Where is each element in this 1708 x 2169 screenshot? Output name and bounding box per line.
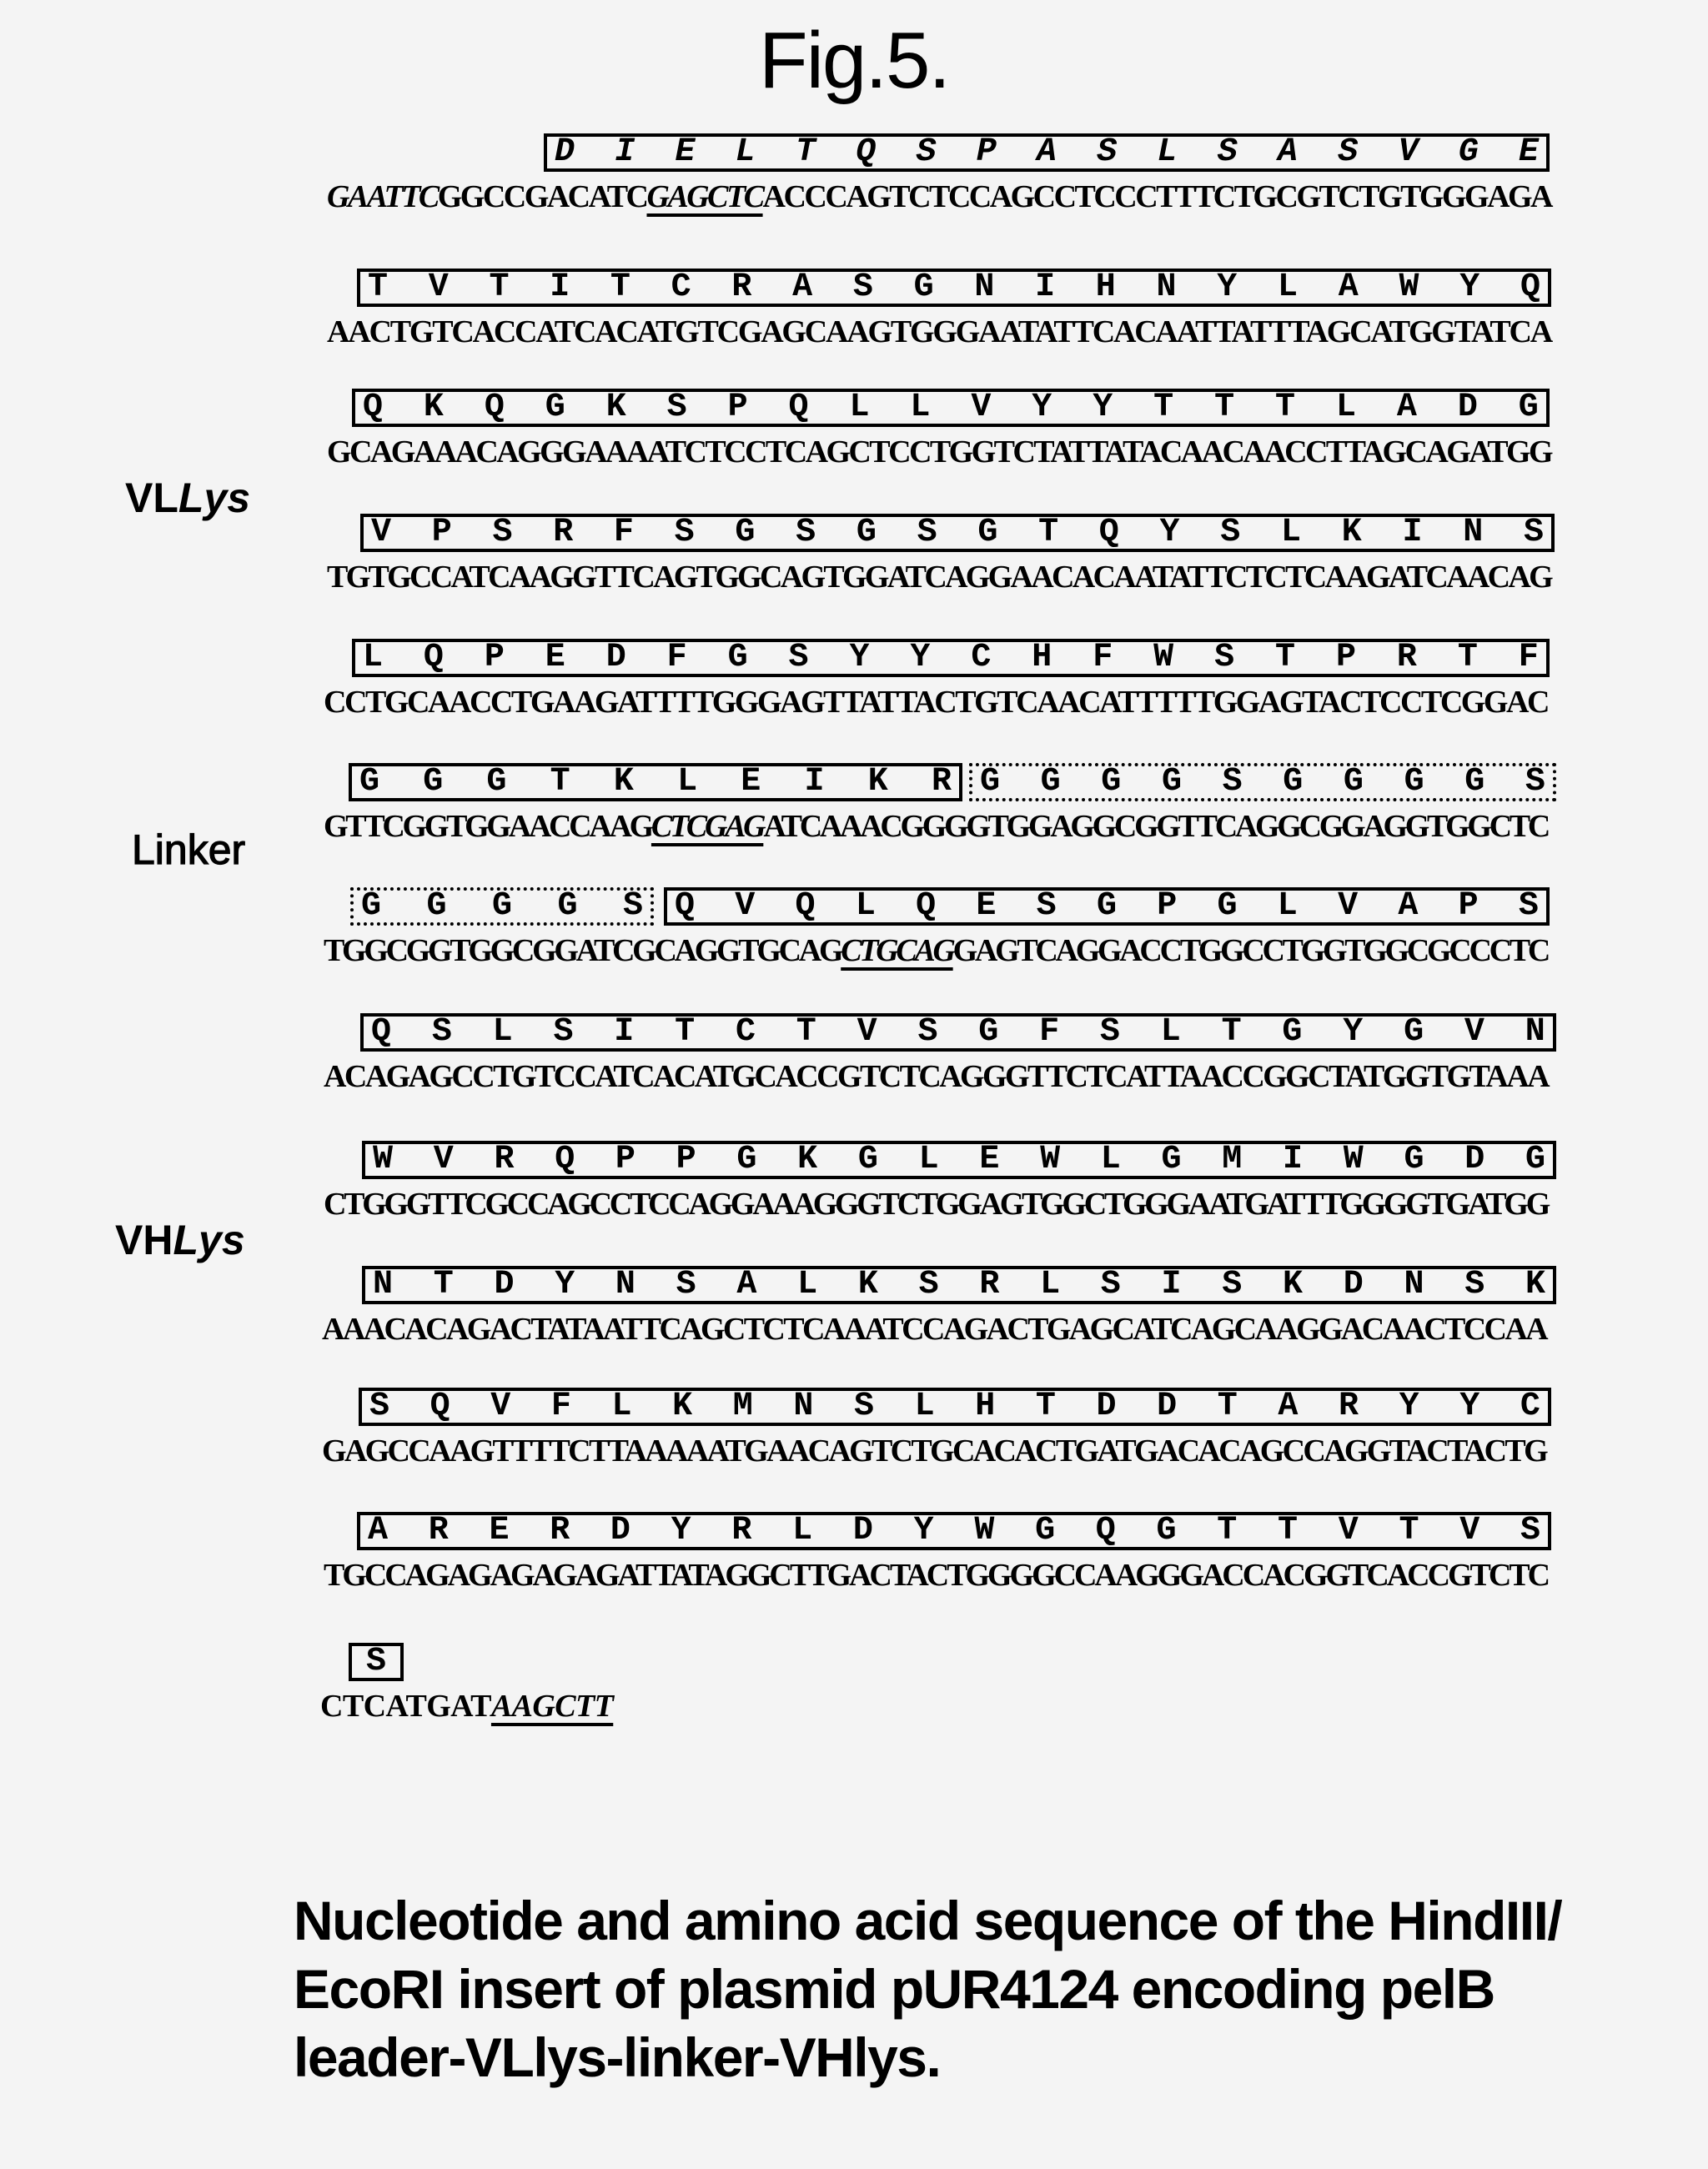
amino-acid-residue: F: [1093, 639, 1113, 676]
amino-acid-residue: V: [1459, 1512, 1480, 1549]
amino-acid-residue: D: [1096, 1388, 1117, 1425]
amino-acid-residue: S: [853, 1388, 874, 1425]
amino-acid-residue: A: [1396, 389, 1417, 426]
amino-acid-residue: P: [727, 389, 748, 426]
amino-acid-residue: G: [1156, 1512, 1177, 1549]
nucleotide-sequence: [324, 1058, 1548, 1095]
amino-acid-residue: V: [433, 1141, 454, 1178]
amino-acid-residue: T: [1217, 1388, 1238, 1425]
amino-acid-residue: W: [1153, 639, 1174, 676]
amino-acid-residue: N: [615, 1266, 635, 1303]
amino-acid-residue: T: [1278, 1512, 1299, 1549]
amino-acid-residue: D: [554, 133, 575, 171]
nucleotide-segment: AAACACAGACTATAATTCAGCTCTCAAATCCAGACTGAGCATCAGCAAGGACAACTCCAA: [322, 1312, 1546, 1347]
amino-acid-residue: R: [979, 1266, 1000, 1303]
nucleotide-sequence: [324, 1557, 1548, 1594]
amino-acid-residue: S: [1520, 1512, 1540, 1549]
amino-acid-residue: Y: [1032, 389, 1052, 426]
amino-acid-residue: I: [1283, 1141, 1304, 1178]
amino-acid-residue: K: [1283, 1266, 1304, 1303]
amino-acid-residue: L: [1281, 514, 1302, 551]
amino-acid-residue: V: [1338, 887, 1359, 925]
amino-acid-residue: S: [1099, 1013, 1120, 1051]
amino-acid-residue: R: [553, 514, 574, 551]
amino-acid-residue: T: [610, 269, 630, 306]
amino-acid-residue: N: [1525, 1013, 1545, 1051]
amino-acid-residue: G: [557, 887, 578, 925]
amino-acid-residue: C: [671, 269, 691, 306]
nucleotide-sequence: [324, 808, 1548, 845]
amino-acid-residue: D: [1157, 1388, 1178, 1425]
nucleotide-sequence: [327, 434, 1551, 470]
amino-acid-residue: F: [1039, 1013, 1060, 1051]
amino-acid-residue: S: [1220, 514, 1241, 551]
amino-acid-residue: Q: [430, 1388, 450, 1425]
amino-acid-residue: G: [736, 1141, 757, 1178]
amino-acid-residue: S: [1217, 133, 1238, 171]
nucleotide-segment: CTGGGTTCGCCAGCCTCCAGGAAAGGGTCTGGAGTGGCTGGGAATGATTTGGGGTGATGG: [324, 1187, 1548, 1222]
amino-acid-residue: W: [974, 1512, 995, 1549]
amino-acid-residue: L: [792, 1512, 813, 1549]
nucleotide-sequence: [322, 1311, 1546, 1348]
amino-acid-residue: R: [550, 1512, 570, 1549]
amino-acid-residue: S: [553, 1013, 574, 1051]
amino-acid-residue: E: [675, 133, 696, 171]
amino-acid-residue: F: [550, 1388, 571, 1425]
amino-acid-residue: S: [1518, 887, 1539, 925]
amino-acid-residue: G: [491, 887, 512, 925]
amino-acid-residue: D: [494, 1266, 515, 1303]
amino-acid-residue: S: [1523, 514, 1544, 551]
amino-acid-residue: Q: [423, 639, 444, 676]
amino-acid-residue: Q: [362, 389, 383, 426]
amino-acid-residue: S: [788, 639, 809, 676]
amino-acid-residue: L: [855, 887, 876, 925]
amino-acid-residue: E: [1518, 133, 1539, 171]
amino-acid-residue: G: [1525, 1141, 1545, 1178]
nucleotide-sequence: [327, 178, 1551, 215]
nucleotide-segment: ACCCAGTCTCCAGCCTCCCTTTCTGCGTCTGTGGGAGA: [762, 179, 1551, 214]
amino-acid-residue: S: [1338, 133, 1359, 171]
amino-acid-residue: L: [1160, 1013, 1181, 1051]
amino-acid-residue: V: [1398, 133, 1419, 171]
amino-acid-residue: K: [423, 389, 444, 426]
amino-acid-residue: I: [1035, 269, 1056, 306]
amino-acid-residue: T: [675, 1013, 696, 1051]
amino-acid-residue: Y: [1459, 1388, 1480, 1425]
amino-acid-residue: T: [1457, 639, 1478, 676]
amino-acid-residue: Y: [1399, 1388, 1419, 1425]
amino-acid-residue: Q: [1095, 1512, 1116, 1549]
amino-acid-residue: K: [605, 389, 626, 426]
amino-acid-residue: P: [1458, 887, 1479, 925]
amino-acid-residue: G: [856, 514, 877, 551]
nucleotide-segment: ACAGAGCCTGTCCATCACATGCACCGTCTCAGGGTTCTCATTAACCGGCTATGGTGTAAA: [324, 1059, 1548, 1094]
amino-acid-residue: T: [1275, 639, 1296, 676]
amino-acid-residue: A: [1036, 133, 1057, 171]
amino-acid-residue: S: [622, 887, 643, 925]
amino-acid-residue: S: [1100, 1266, 1121, 1303]
amino-acid-residue: T: [1221, 1013, 1242, 1051]
amino-acid-residue: S: [1525, 763, 1545, 801]
side-label-linker: Linker: [132, 826, 246, 873]
amino-acid-residue: P: [615, 1141, 635, 1178]
amino-acid-residue: R: [731, 269, 752, 306]
amino-acid-residue: F: [1518, 639, 1539, 676]
amino-acid-residue: W: [1399, 269, 1419, 306]
nucleotide-sequence: [327, 314, 1551, 350]
amino-acid-residue: R: [1396, 639, 1417, 676]
amino-acid-residue: G: [486, 763, 507, 801]
nucleotide-segment: GTTCGGTGGAACCAAG: [324, 809, 651, 844]
amino-acid-residue: W: [1343, 1141, 1364, 1178]
amino-acid-residue: Y: [913, 1512, 934, 1549]
domain-residue-box: [360, 1013, 1556, 1052]
amino-acid-residue: Q: [484, 389, 505, 426]
amino-acid-residue: G: [1343, 763, 1364, 801]
caption-line-1: Nucleotide and amino acid sequence of the HindIII/: [294, 1890, 1562, 1951]
amino-acid-residue: A: [1398, 887, 1419, 925]
amino-acid-residue: V: [370, 514, 391, 551]
amino-acid-residue: W: [1040, 1141, 1061, 1178]
amino-acid-residue: V: [1338, 1512, 1359, 1549]
amino-acid-residue: D: [1343, 1266, 1364, 1303]
amino-acid-residue: D: [1457, 389, 1478, 426]
amino-acid-residue: N: [793, 1388, 814, 1425]
amino-acid-residue: L: [677, 763, 698, 801]
amino-acid-residue: C: [1520, 1388, 1540, 1425]
domain-residue-box: [664, 887, 1550, 926]
amino-acid-residue: L: [910, 389, 931, 426]
amino-acid-residue: L: [362, 639, 383, 676]
amino-acid-residue: G: [913, 269, 934, 306]
nucleotide-segment: GAGCCAAGTTTTCTTAAAAATGAACAGTCTGCACACTGATGACACAGCCAGGTACTACTG: [322, 1433, 1546, 1469]
amino-acid-residue: L: [1040, 1266, 1061, 1303]
amino-acid-residue: E: [741, 763, 761, 801]
amino-acid-residue: V: [1464, 1013, 1484, 1051]
amino-acid-residue: L: [1100, 1141, 1121, 1178]
domain-residue-box: [349, 1643, 404, 1681]
nucleotide-segment: CCTGCAACCTGAAGATTTTGGGAGTTATTACTGTCAACATTTTTGGAGTACTCCTCGGAC: [324, 685, 1548, 720]
amino-acid-residue: N: [372, 1266, 393, 1303]
amino-acid-residue: S: [1222, 763, 1243, 801]
nucleotide-segment: TGCCAGAGAGAGAGATTATAGGCTTGACTACTGGGGCCAAGGGACCACGGTCACCGTCTC: [324, 1558, 1548, 1593]
amino-acid-residue: L: [914, 1388, 935, 1425]
amino-acid-residue: T: [1275, 389, 1296, 426]
side-label-vl-prefix: VL: [125, 474, 178, 521]
nucleotide-segment: ATCAAACGGGGTGGAGGCGGTTCAGGCGGAGGTGGCTC: [763, 809, 1548, 844]
amino-acid-residue: A: [1277, 133, 1298, 171]
amino-acid-residue: E: [976, 887, 997, 925]
amino-acid-residue: Q: [788, 389, 809, 426]
amino-acid-residue: P: [676, 1141, 696, 1178]
amino-acid-residue: G: [1035, 1512, 1056, 1549]
amino-acid-residue: Y: [849, 639, 870, 676]
amino-acid-residue: S: [917, 514, 937, 551]
amino-acid-residue: P: [1335, 639, 1356, 676]
amino-acid-residue: G: [360, 887, 381, 925]
amino-acid-residue: A: [792, 269, 813, 306]
domain-residue-box: [544, 133, 1550, 172]
amino-acid-residue: L: [797, 1266, 818, 1303]
amino-acid-residue: T: [367, 269, 388, 306]
amino-acid-residue: Y: [1093, 389, 1113, 426]
nucleotide-segment: CTCATGAT: [320, 1689, 491, 1724]
side-label-vl-suffix: Lys: [178, 474, 251, 521]
amino-acid-residue: L: [918, 1141, 939, 1178]
amino-acid-residue: L: [1277, 887, 1298, 925]
amino-acid-residue: T: [1217, 1512, 1238, 1549]
amino-acid-residue: K: [857, 1266, 878, 1303]
caption-line-3: leader-VLlys-linker-VHlys.: [294, 2026, 941, 2088]
amino-acid-residue: R: [731, 1512, 752, 1549]
amino-acid-residue: Y: [1343, 1013, 1364, 1051]
linker-residue-box: [969, 763, 1556, 801]
amino-acid-residue: I: [1402, 514, 1423, 551]
amino-acid-residue: R: [931, 763, 952, 801]
amino-acid-residue: M: [1222, 1141, 1243, 1178]
amino-acid-residue: S: [674, 514, 695, 551]
amino-acid-residue: G: [359, 763, 379, 801]
amino-acid-residue: K: [867, 763, 888, 801]
amino-acid-residue: L: [1157, 133, 1178, 171]
restriction-site: GAGCTC: [646, 179, 763, 214]
amino-acid-residue: H: [975, 1388, 996, 1425]
amino-acid-residue: F: [666, 639, 687, 676]
amino-acid-residue: H: [1032, 639, 1052, 676]
amino-acid-residue: T: [1035, 1388, 1056, 1425]
amino-acid-residue: I: [550, 269, 570, 306]
amino-acid-residue: Q: [1520, 269, 1540, 306]
amino-acid-residue: R: [494, 1141, 515, 1178]
amino-acid-residue: I: [1161, 1266, 1182, 1303]
amino-acid-residue: S: [917, 1013, 938, 1051]
amino-acid-residue: D: [1464, 1141, 1485, 1178]
nucleotide-sequence: [324, 684, 1548, 720]
side-label-vllys: [125, 474, 250, 522]
amino-acid-residue: N: [974, 269, 995, 306]
amino-acid-residue: Q: [856, 133, 877, 171]
amino-acid-residue: Y: [1217, 269, 1238, 306]
amino-acid-residue: G: [426, 887, 447, 925]
amino-acid-residue: S: [918, 1266, 939, 1303]
nucleotide-segment: GAGTCAGGACCTGGCCTGGTGGCGCCCTC: [952, 933, 1548, 968]
amino-acid-residue: S: [916, 133, 937, 171]
amino-acid-residue: K: [1341, 514, 1362, 551]
amino-acid-residue: Q: [674, 887, 695, 925]
amino-acid-residue: G: [1458, 133, 1479, 171]
amino-acid-residue: D: [605, 639, 626, 676]
amino-acid-residue: S: [852, 269, 873, 306]
amino-acid-residue: Y: [1459, 269, 1480, 306]
amino-acid-residue: S: [365, 1643, 386, 1680]
nucleotide-sequence: [324, 932, 1548, 969]
amino-acid-residue: G: [1161, 1141, 1182, 1178]
amino-acid-residue: V: [490, 1388, 511, 1425]
domain-residue-box: [359, 1388, 1551, 1426]
amino-acid-residue: M: [732, 1388, 753, 1425]
amino-acid-residue: G: [857, 1141, 878, 1178]
amino-acid-residue: P: [484, 639, 505, 676]
nucleotide-segment: GGCCGACATC: [437, 179, 647, 214]
amino-acid-residue: F: [613, 514, 634, 551]
amino-acid-residue: G: [1518, 389, 1539, 426]
amino-acid-residue: Q: [1098, 514, 1119, 551]
amino-acid-residue: D: [852, 1512, 873, 1549]
nucleotide-segment: TGTGCCATCAAGGTTCAGTGGCAGTGGATCAGGAACACAATATTCTCTCAAGATCAACAG: [327, 560, 1551, 595]
amino-acid-residue: T: [1153, 389, 1174, 426]
amino-acid-residue: T: [795, 133, 816, 171]
amino-acid-residue: C: [971, 639, 992, 676]
amino-acid-residue: L: [492, 1013, 513, 1051]
amino-acid-residue: S: [1097, 133, 1118, 171]
figure-title: Fig.5.: [758, 16, 950, 105]
amino-acid-residue: T: [550, 763, 570, 801]
domain-residue-box: [357, 269, 1551, 307]
amino-acid-residue: G: [1464, 763, 1485, 801]
amino-acid-residue: S: [492, 514, 513, 551]
figure-caption: [294, 1886, 1678, 2091]
amino-acid-residue: R: [1338, 1388, 1359, 1425]
amino-acid-residue: S: [1464, 1266, 1485, 1303]
amino-acid-residue: S: [1214, 639, 1235, 676]
amino-acid-residue: P: [976, 133, 997, 171]
amino-acid-residue: E: [979, 1141, 1000, 1178]
amino-acid-residue: A: [1338, 269, 1359, 306]
amino-acid-residue: S: [1036, 887, 1057, 925]
amino-acid-residue: I: [804, 763, 825, 801]
amino-acid-residue: D: [610, 1512, 630, 1549]
amino-acid-residue: G: [1404, 1013, 1424, 1051]
domain-residue-box: [362, 1141, 1556, 1179]
amino-acid-residue: H: [1095, 269, 1116, 306]
nucleotide-segment: GCAGAAACAGGGAAAATCTCCTCAGCTCCTGGTCTATTATACAACAACCTTAGCAGATGG: [327, 434, 1551, 469]
amino-acid-residue: V: [857, 1013, 877, 1051]
amino-acid-residue: I: [615, 133, 635, 171]
amino-acid-residue: G: [1404, 763, 1424, 801]
domain-residue-box: [349, 763, 962, 801]
amino-acid-residue: G: [1161, 763, 1182, 801]
amino-acid-residue: Y: [555, 1266, 575, 1303]
nucleotide-sequence: [324, 1186, 1548, 1223]
domain-residue-box: [360, 514, 1555, 552]
amino-acid-residue: S: [676, 1266, 696, 1303]
amino-acid-residue: G: [1040, 763, 1061, 801]
amino-acid-residue: K: [672, 1388, 693, 1425]
domain-residue-box: [357, 1512, 1551, 1550]
side-label-vh-suffix: Lys: [173, 1217, 245, 1263]
amino-acid-residue: K: [797, 1141, 818, 1178]
amino-acid-residue: W: [372, 1141, 393, 1178]
side-label-vhlys: [115, 1216, 245, 1264]
amino-acid-residue: G: [1101, 763, 1122, 801]
amino-acid-residue: Y: [671, 1512, 691, 1549]
amino-acid-residue: G: [423, 763, 444, 801]
amino-acid-residue: G: [1404, 1141, 1424, 1178]
amino-acid-residue: S: [431, 1013, 452, 1051]
amino-acid-residue: G: [1282, 1013, 1303, 1051]
amino-acid-residue: S: [369, 1388, 389, 1425]
amino-acid-residue: L: [1335, 389, 1356, 426]
amino-acid-residue: V: [428, 269, 449, 306]
caption-line-2: EcoRI insert of plasmid pUR4124 encoding pelB: [294, 1958, 1494, 2020]
nucleotide-segment: AACTGTCACCATCACATGTCGAGCAAGTGGGAATATTCACAATTATTTAGCATGGTATCA: [327, 314, 1551, 349]
amino-acid-residue: P: [431, 514, 452, 551]
amino-acid-residue: A: [736, 1266, 757, 1303]
restriction-site: CTCGAG: [651, 809, 764, 844]
nucleotide-segment: TGGCGGTGGCGGATCGCAGGTGCAG: [324, 933, 841, 968]
amino-acid-residue: T: [1399, 1512, 1419, 1549]
amino-acid-residue: L: [1278, 269, 1299, 306]
amino-acid-residue: G: [727, 639, 748, 676]
amino-acid-residue: G: [977, 514, 998, 551]
amino-acid-residue: T: [1038, 514, 1059, 551]
domain-residue-box: [352, 639, 1550, 677]
amino-acid-residue: T: [433, 1266, 454, 1303]
amino-acid-residue: K: [1525, 1266, 1545, 1303]
amino-acid-residue: N: [1463, 514, 1484, 551]
amino-acid-residue: I: [614, 1013, 635, 1051]
amino-acid-residue: V: [735, 887, 756, 925]
amino-acid-residue: E: [489, 1512, 510, 1549]
amino-acid-residue: G: [1096, 887, 1117, 925]
amino-acid-residue: Q: [555, 1141, 575, 1178]
amino-acid-residue: Q: [370, 1013, 391, 1051]
amino-acid-residue: T: [796, 1013, 816, 1051]
amino-acid-residue: V: [971, 389, 992, 426]
amino-acid-residue: G: [1283, 763, 1304, 801]
amino-acid-residue: R: [428, 1512, 449, 1549]
domain-residue-box: [352, 389, 1550, 427]
linker-residue-box: [350, 887, 654, 926]
amino-acid-residue: N: [1156, 269, 1177, 306]
amino-acid-residue: G: [979, 763, 1000, 801]
amino-acid-residue: Q: [916, 887, 937, 925]
amino-acid-residue: K: [613, 763, 634, 801]
nucleotide-sequence: [322, 1433, 1546, 1469]
amino-acid-residue: E: [545, 639, 565, 676]
amino-acid-residue: Y: [910, 639, 931, 676]
amino-acid-residue: A: [367, 1512, 388, 1549]
restriction-site: AAGCTT: [490, 1689, 614, 1724]
amino-acid-residue: T: [1214, 389, 1235, 426]
nucleotide-sequence: [327, 559, 1551, 595]
amino-acid-residue: S: [796, 514, 816, 551]
amino-acid-residue: A: [1278, 1388, 1299, 1425]
amino-acid-residue: S: [1222, 1266, 1243, 1303]
restriction-site: CTGCAG: [841, 933, 953, 968]
amino-acid-residue: G: [735, 514, 756, 551]
side-label-vh-prefix: VH: [115, 1217, 173, 1263]
amino-acid-residue: G: [545, 389, 565, 426]
restriction-site: GAATTC: [327, 179, 438, 214]
amino-acid-residue: G: [1217, 887, 1238, 925]
amino-acid-residue: P: [1157, 887, 1178, 925]
amino-acid-residue: C: [735, 1013, 756, 1051]
amino-acid-residue: G: [978, 1013, 999, 1051]
amino-acid-residue: N: [1404, 1266, 1424, 1303]
amino-acid-residue: Q: [795, 887, 816, 925]
amino-acid-residue: T: [489, 269, 510, 306]
amino-acid-residue: Y: [1159, 514, 1180, 551]
amino-acid-residue: L: [611, 1388, 632, 1425]
amino-acid-residue: S: [666, 389, 687, 426]
amino-acid-residue: L: [735, 133, 756, 171]
amino-acid-residue: L: [849, 389, 870, 426]
domain-residue-box: [362, 1266, 1556, 1304]
nucleotide-sequence: [320, 1688, 613, 1725]
